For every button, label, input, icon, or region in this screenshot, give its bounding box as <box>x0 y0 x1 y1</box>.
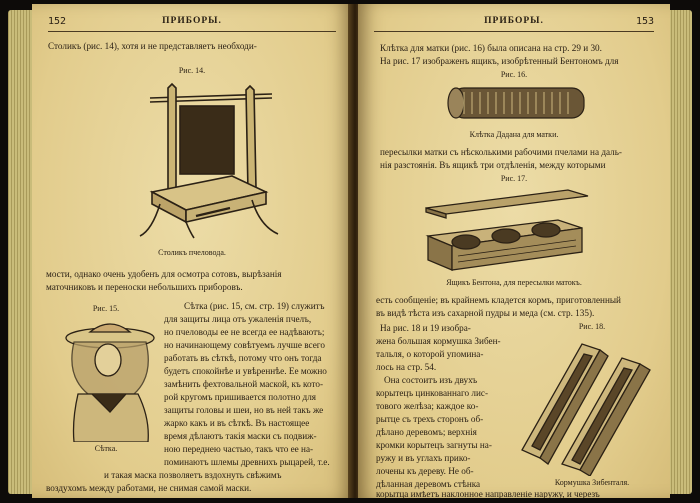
benton-box-illustration <box>418 184 594 274</box>
right-text-line: въ видѣ тѣста изъ сахарной пудры и меда (см. стр. 135). <box>376 308 595 318</box>
right-col-line: На рис. 18 и 19 изобра- <box>380 323 471 333</box>
right-col-line: тальля, о которой упомина- <box>376 349 484 359</box>
left-text-line: маточниковъ и переноски небольшихъ приборовъ. <box>46 282 243 292</box>
left-head-rule <box>48 31 336 32</box>
right-running-head <box>374 16 654 32</box>
right-col-line: жена большая кормушка Зибен- <box>376 336 501 346</box>
fig18-label: Рис. 18. <box>578 322 606 331</box>
left-text-line: Столикъ (рис. 14), хотя и не представляетъ необходи- <box>48 41 257 51</box>
fig15-label: Рис. 15. <box>92 304 120 313</box>
left-col-line: и такая маска позволяетъ вздохнуть свѣжимъ <box>104 470 282 480</box>
right-col-line: дѣланная деревомъ стѣнка <box>376 479 481 489</box>
left-col-line: ною переднею частью, такъ что ее на- <box>164 444 314 454</box>
open-book <box>8 4 692 498</box>
bee-stand-illustration <box>132 80 280 240</box>
right-col-line: лось на стр. 54. <box>376 362 437 372</box>
left-col-line: рой кругомъ пришивается полотно для <box>164 392 317 402</box>
fig14-label: Рис. 14. <box>178 66 206 75</box>
bee-veil-illustration <box>52 316 162 442</box>
left-col-line: воздухомъ между работами, не снимая самой маски. <box>46 483 252 493</box>
left-text-line: мости, однако очень удобенъ для осмотра сотовъ, вырѣзанія <box>46 269 282 279</box>
left-col-line: работать въ сѣткѣ, потому что онъ тогда <box>164 353 322 363</box>
fig14-caption: Столикъ пчеловода. <box>158 248 226 257</box>
left-col-line: для защиты лица отъ ужаленія пчелъ, <box>164 314 312 324</box>
fig16-caption: Клѣтка Дадана для матки. <box>469 130 559 139</box>
right-col-line: ружу и въ углахъ прико- <box>376 453 471 463</box>
right-text-line: Клѣтка для матки (рис. 16) была описана на стр. 29 и 30. <box>380 43 602 53</box>
feeder-illustration <box>518 334 664 476</box>
left-col-line: но начинающему совѣтуемъ лучше всего <box>164 340 325 350</box>
left-page <box>32 4 352 498</box>
fig15-caption: Сѣтка. <box>94 444 118 453</box>
right-running-title: ПРИБОРЫ. <box>484 16 544 26</box>
right-page <box>358 4 670 498</box>
left-col-line: замѣнить фехтовальной маской, къ кото- <box>164 379 324 389</box>
queen-cage-illustration <box>444 82 590 124</box>
fig18-caption: Кормушка Зибенталя. <box>554 478 630 487</box>
left-running-head <box>48 16 336 32</box>
right-col-line: рытце съ трехъ сторонъ об- <box>376 414 484 424</box>
left-col-line: но пчеловоды ее не всегда ее надѣваютъ; <box>164 327 325 337</box>
right-text-line: есть сообщеніе; въ крайнемъ кладется кормъ, приготовленный <box>376 295 621 305</box>
left-col-line: защиты головы и шеи, но въ ней такъ же <box>164 405 324 415</box>
right-page-number: 153 <box>635 16 654 27</box>
right-text-line: На рис. 17 изображенъ ящикъ, изобрѣтенный Бентономъ для <box>380 56 619 66</box>
right-col-line: корытецъ цинкованнаго лис- <box>376 388 489 398</box>
left-col-line: будетъ спокойнѣе и увѣреннѣе. Ее можно <box>164 366 327 376</box>
fig17-caption: Ящикъ Бентона, для пересылки матокъ. <box>446 278 582 287</box>
right-col-line: лочены къ дереву. Не об- <box>376 466 474 476</box>
right-text-line: пересылки матки съ нѣсколькими рабочими пчелами на даль- <box>380 147 622 157</box>
left-page-number: 152 <box>48 16 67 27</box>
right-col-line: тового желѣза; каждое ко- <box>376 401 479 411</box>
left-col-line: поминаютъ шлемы древнихъ рыцарей, т.е. <box>164 457 330 467</box>
right-col-line: кромки корытецъ загнуты на- <box>376 440 492 450</box>
left-running-title: ПРИБОРЫ. <box>162 16 222 26</box>
right-head-rule <box>374 31 654 32</box>
left-col-line: время дѣлаютъ такія маски съ подвиж- <box>164 431 317 441</box>
left-col-line: жарко какъ и въ сѣткѣ. Въ настоящее <box>164 418 310 428</box>
right-col-line: дѣлано деревомъ; верхнія <box>376 427 477 437</box>
fig17-label: Рис. 17. <box>500 174 528 183</box>
fig16-label: Рис. 16. <box>500 70 528 79</box>
right-col-line: корытца имѣетъ наклонное направленіе наружу, и черезъ <box>376 491 600 498</box>
right-col-line: Она состоитъ изъ двухъ <box>384 375 478 385</box>
left-col-line: Сѣтка (рис. 15, см. стр. 19) служитъ <box>184 301 325 311</box>
right-text-line: нія разстоянія. Въ ящикѣ три отдѣленія, между которыми <box>380 160 606 170</box>
